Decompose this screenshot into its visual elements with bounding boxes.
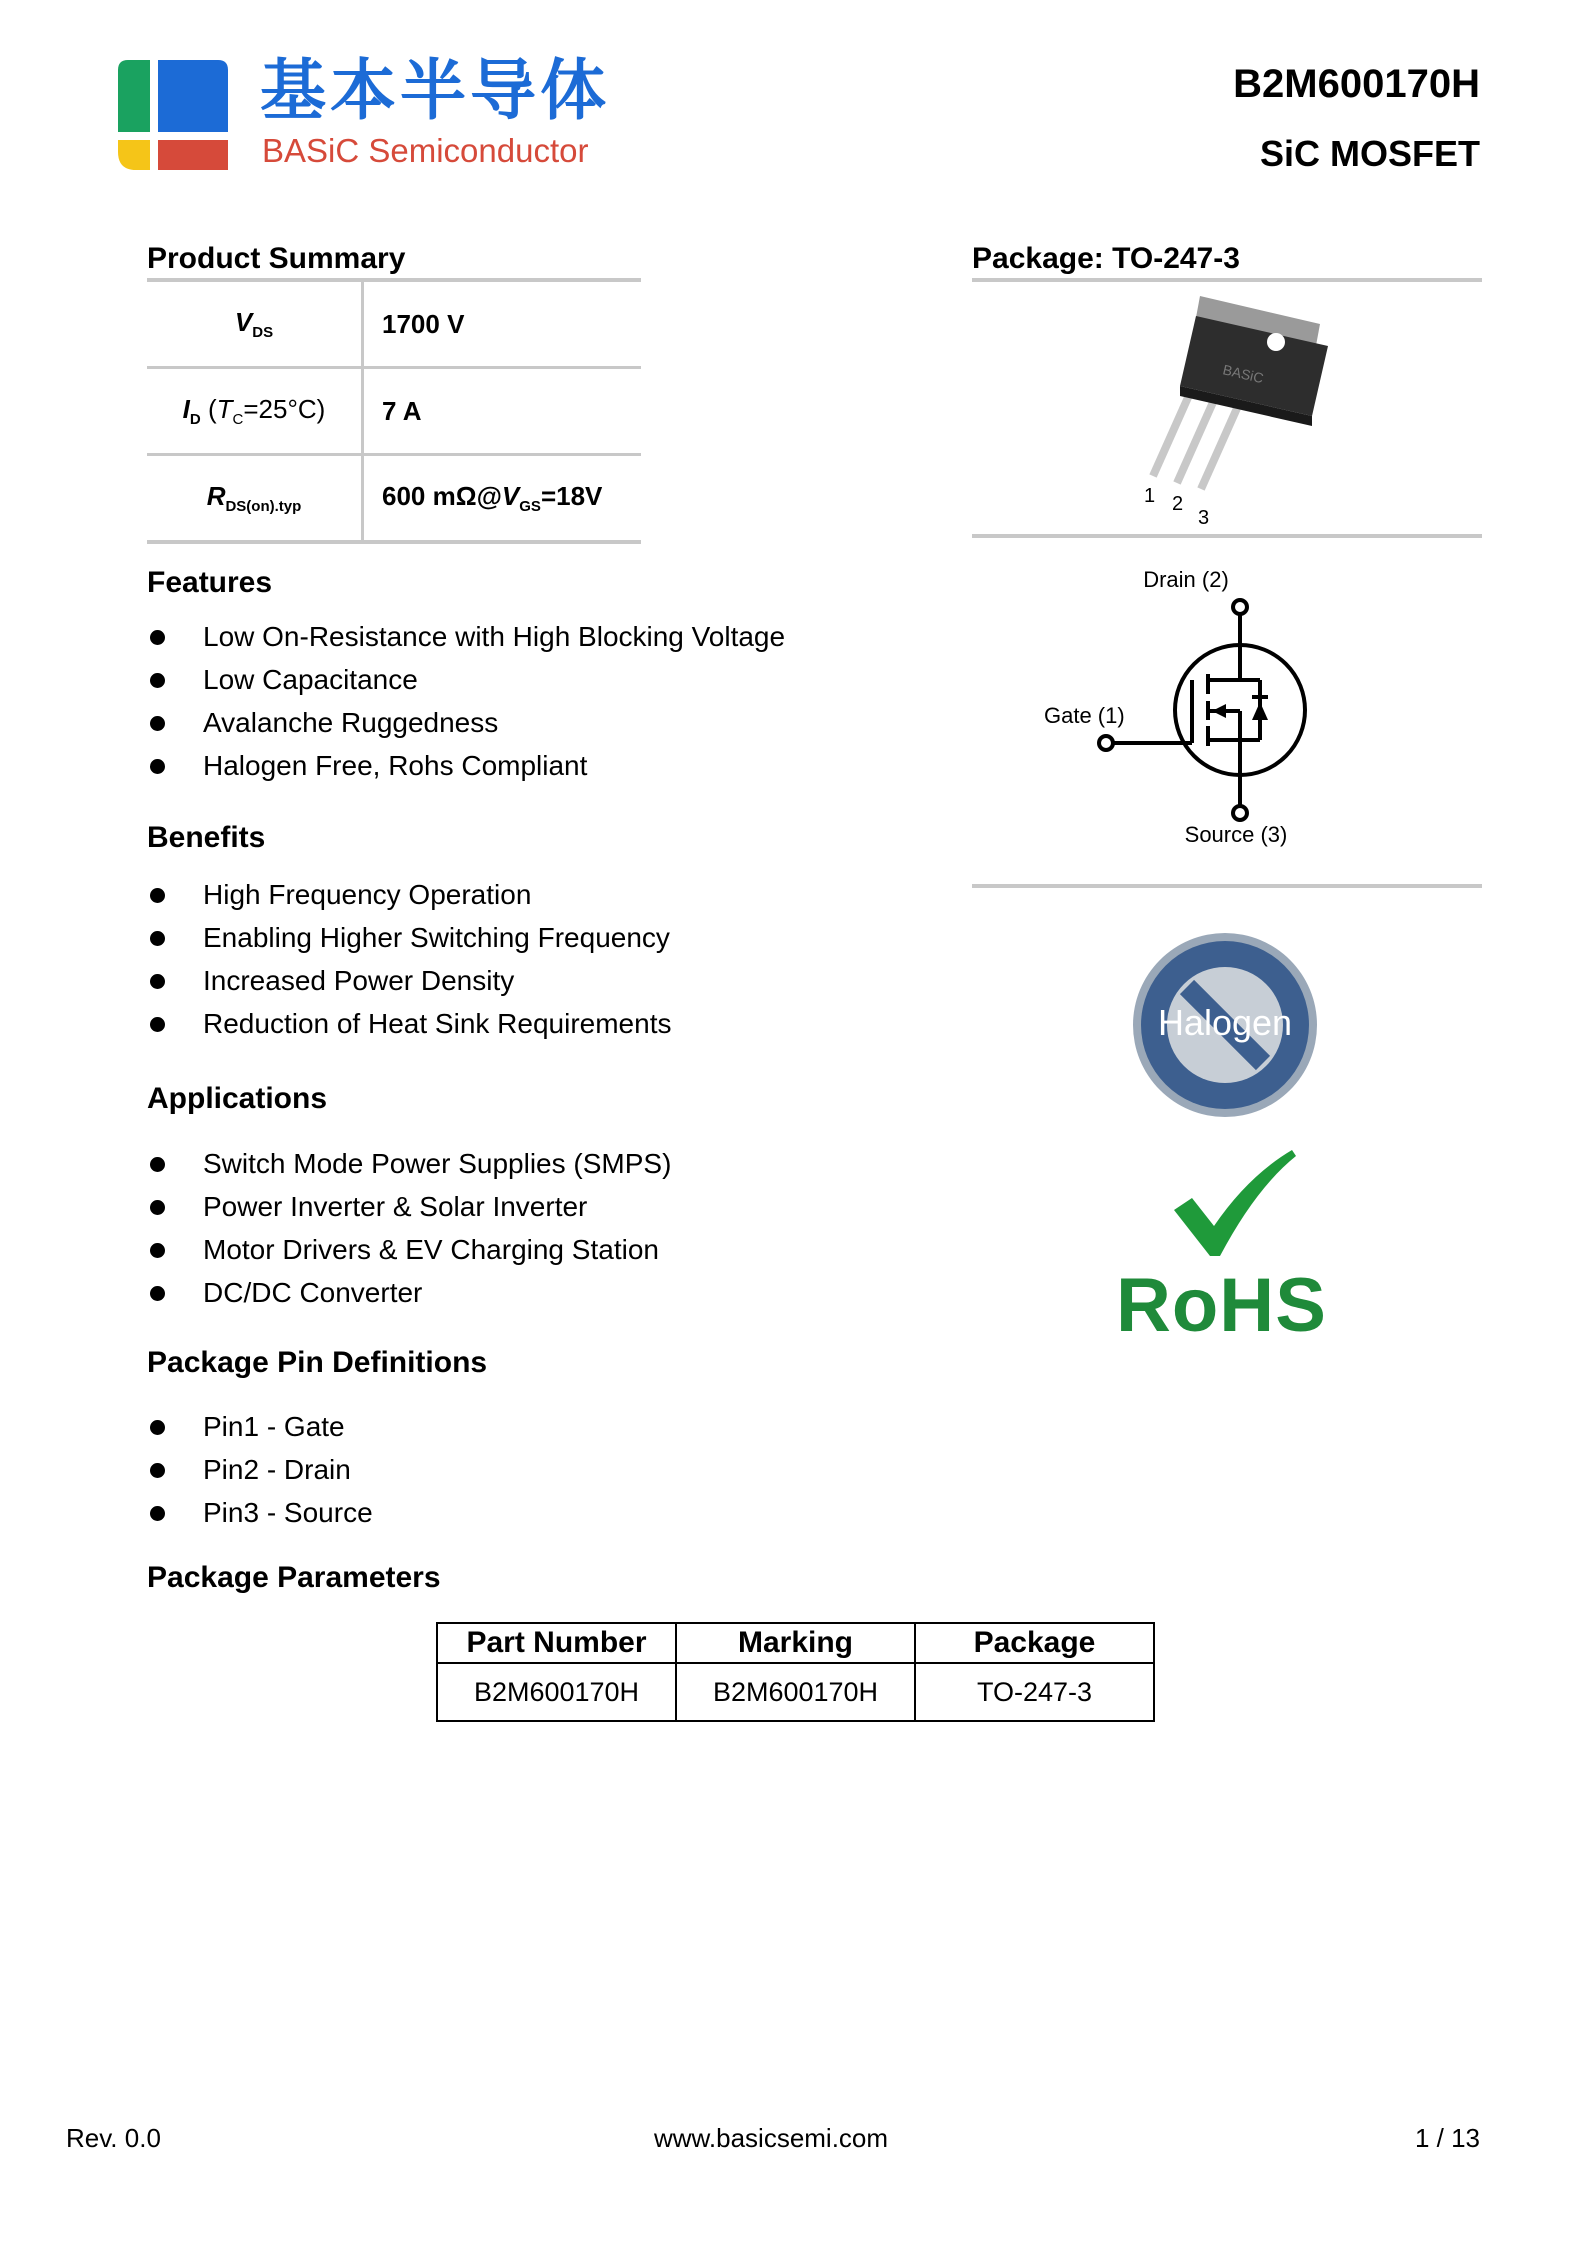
table-header-row	[437, 1623, 1154, 1663]
benefits-title: Benefits	[147, 821, 266, 854]
package-rule-bottom	[972, 884, 1482, 888]
rohs-logo-text: RoHS	[1116, 1263, 1327, 1348]
checkmark-icon	[1170, 1148, 1300, 1258]
company-logo-english: BASiC Semiconductor	[262, 132, 589, 169]
package-rule-mid	[972, 534, 1482, 538]
package-parameters-title: Package Parameters	[147, 1561, 441, 1594]
footer-website: www.basicsemi.com	[654, 2123, 889, 2153]
summary-key-rds: $R_{DS(on).typ}$	[147, 455, 363, 543]
part-number-title: B2M600170H	[1233, 62, 1480, 106]
summary-key-vds: $V_{DS}$	[147, 282, 363, 368]
summary-value-id: 7 A	[363, 368, 642, 455]
package-body-marking: BASiC	[1221, 361, 1266, 387]
list-item: High Frequency Operation	[147, 873, 671, 916]
list-item: Power Inverter & Solar Inverter	[147, 1185, 671, 1228]
summary-row-rds	[147, 455, 641, 543]
list-item: Switch Mode Power Supplies (SMPS)	[147, 1142, 671, 1185]
column-header: Part Number	[437, 1623, 676, 1663]
company-logo-chinese: 基本半导体	[260, 52, 610, 129]
gate-label: Gate (1)	[1044, 703, 1125, 728]
company-logo-mark	[118, 60, 228, 170]
table-cell: B2M600170H	[676, 1663, 915, 1721]
summary-value-rds: 600 $m\Omega@V_{GS}=18V$	[363, 455, 642, 543]
pin-label-1: 1	[1144, 485, 1156, 507]
mosfet-schematic	[1030, 560, 1330, 850]
applications-list	[147, 1142, 671, 1314]
pin-definitions-title: Package Pin Definitions	[147, 1346, 488, 1379]
package-parameters-table	[436, 1622, 1155, 1722]
features-list	[147, 615, 785, 787]
list-item: Increased Power Density	[147, 959, 671, 1002]
drain-label: Drain (2)	[1143, 567, 1229, 592]
list-item: Pin3 - Source	[147, 1491, 373, 1534]
table-cell: TO-247-3	[915, 1663, 1154, 1721]
list-item: Low Capacitance	[147, 658, 785, 701]
list-item: Pin1 - Gate	[147, 1405, 373, 1448]
list-item: Halogen Free, Rohs Compliant	[147, 744, 785, 787]
list-item: Avalanche Ruggedness	[147, 701, 785, 744]
to247-package-image	[1130, 288, 1350, 528]
benefits-list	[147, 873, 671, 1045]
list-item: Enabling Higher Switching Frequency	[147, 916, 671, 959]
list-item: DC/DC Converter	[147, 1271, 671, 1314]
column-header: Marking	[676, 1623, 915, 1663]
list-item: Pin2 - Drain	[147, 1448, 373, 1491]
source-label: Source (3)	[1184, 822, 1288, 847]
package-rule-top	[972, 278, 1482, 282]
summary-key-id: $I_D$ $(T_C=25^\circ C)$	[147, 368, 363, 455]
pin-label-3: 3	[1198, 507, 1210, 528]
list-item: Reduction of Heat Sink Requirements	[147, 1002, 671, 1045]
summary-value-vds: 1700 V	[363, 282, 642, 368]
summary-row-vds	[147, 282, 641, 368]
table-row	[437, 1663, 1154, 1721]
applications-title: Applications	[147, 1082, 328, 1115]
halogen-free-badge	[1132, 932, 1318, 1118]
product-summary-table	[147, 282, 641, 544]
footer-page-number: 1 / 13	[1414, 2123, 1480, 2153]
column-header: Package	[915, 1623, 1154, 1663]
device-type-title: SiC MOSFET	[1259, 133, 1480, 174]
features-title: Features	[147, 566, 273, 599]
summary-row-id	[147, 368, 641, 455]
halogen-text: Halogen	[1157, 1002, 1293, 1043]
list-item: Low On-Resistance with High Blocking Voltage	[147, 615, 785, 658]
package-title: Package: TO-247-3	[972, 242, 1240, 275]
footer-revision: Rev. 0.0	[66, 2123, 161, 2153]
pin-label-2: 2	[1172, 493, 1184, 515]
pin-definitions-list	[147, 1405, 373, 1534]
table-cell: B2M600170H	[437, 1663, 676, 1721]
list-item: Motor Drivers & EV Charging Station	[147, 1228, 671, 1271]
product-summary-title: Product Summary	[147, 242, 406, 275]
